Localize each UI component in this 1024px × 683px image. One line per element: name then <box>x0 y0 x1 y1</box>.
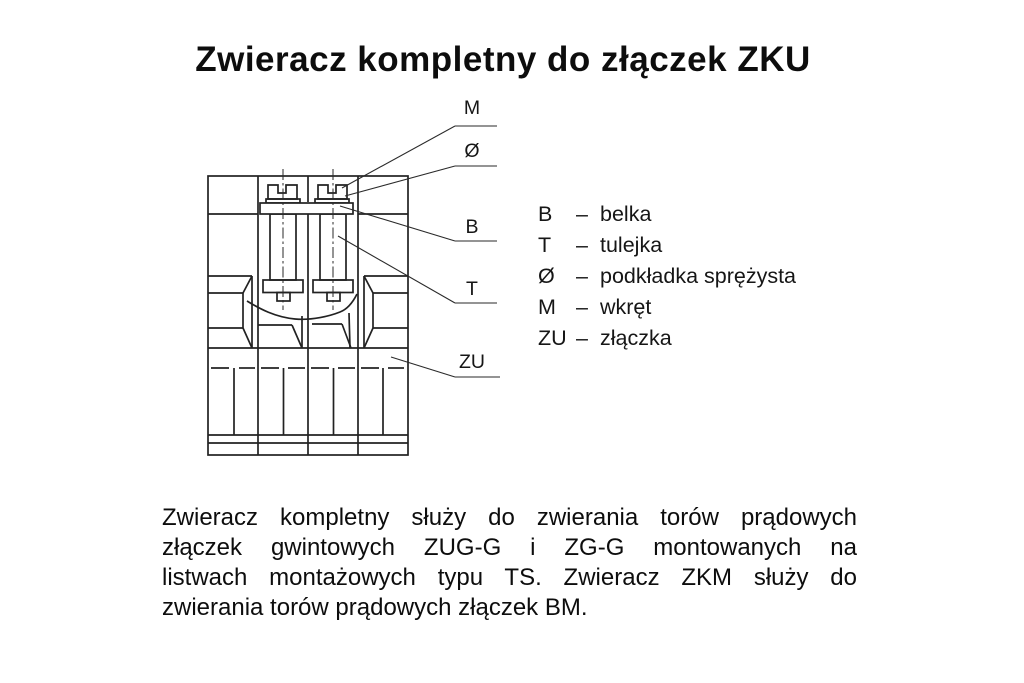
bar-belka <box>260 203 353 214</box>
legend-name: tulejka <box>600 233 663 257</box>
parts-legend <box>538 199 796 354</box>
description-paragraph <box>162 503 857 623</box>
legend-dash: – <box>576 295 588 319</box>
legend-row-wkret <box>538 292 796 323</box>
description-line: Zwieracz kompletny służy do zwierania torów prądowych <box>162 504 857 531</box>
legend-name: podkładka sprężysta <box>600 264 796 288</box>
legend-row-tulejka <box>538 230 796 261</box>
legend-symbol: M <box>538 295 556 319</box>
part-label-tulejka: T <box>466 278 478 300</box>
part-label-wkret: M <box>463 97 481 119</box>
description-line: złączek gwintowych ZUG-G i ZG-G montowanych na <box>162 534 857 561</box>
legend-dash: – <box>576 202 588 226</box>
legend-row-belka <box>538 199 796 230</box>
legend-name: belka <box>600 202 652 226</box>
legend-dash: – <box>576 264 588 288</box>
legend-symbol: B <box>538 202 553 226</box>
legend-symbol: ZU <box>538 326 567 350</box>
legend-row-zlaczka <box>538 323 796 354</box>
part-label-belka: B <box>465 216 479 238</box>
legend-symbol: Ø <box>538 264 555 288</box>
part-label-zlaczka: ZU <box>459 351 485 373</box>
page-title: Zwieracz kompletny do złączek ZKU <box>195 40 811 79</box>
description-line: listwach montażowych typu TS. Zwieracz ZKM służy do <box>162 564 857 591</box>
part-label-podkladka: Ø <box>464 140 480 162</box>
legend-name: wkręt <box>600 295 652 319</box>
legend-symbol: T <box>538 233 552 257</box>
legend-dash: – <box>576 233 588 257</box>
description-line: zwierania torów prądowych złączek BM. <box>162 594 588 621</box>
leader-lines <box>338 126 500 377</box>
legend-name: złączka <box>600 326 672 350</box>
legend-dash: – <box>576 326 588 350</box>
legend-row-podkladka <box>538 261 796 292</box>
